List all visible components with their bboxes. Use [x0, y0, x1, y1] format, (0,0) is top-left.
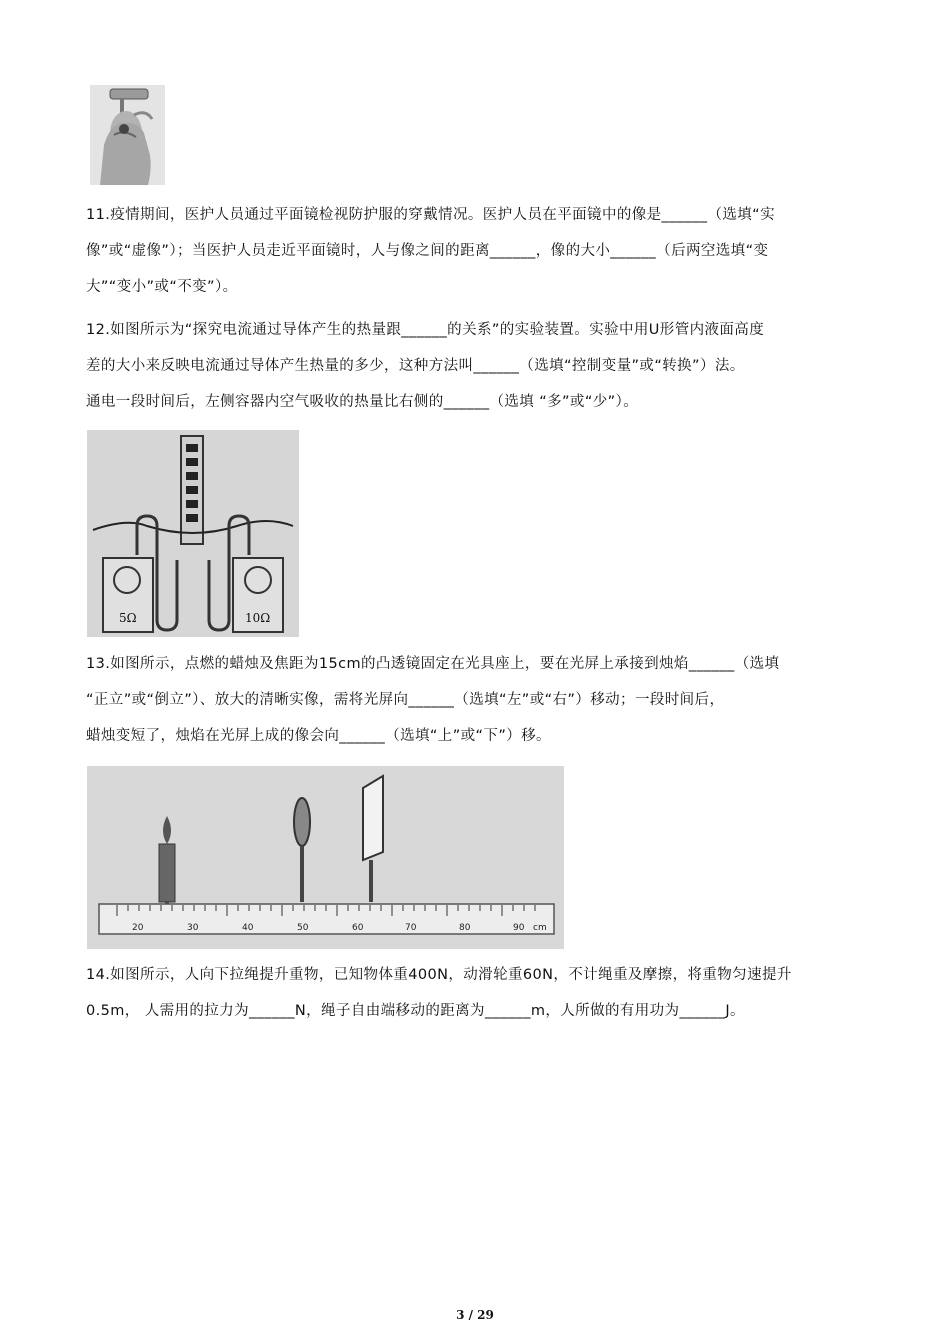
question-11-line-1: 11.疫情期间，医护人员通过平面镜检视防护服的穿戴情况。医护人员在平面镜中的像是______（选填“实: [86, 207, 775, 223]
pulley-hand-figure: [90, 85, 165, 185]
ruler-label-40: 40: [242, 923, 254, 933]
ruler-label-70: 70: [405, 923, 417, 933]
question-11-line-3: 大”“变小”或“不变”）。: [86, 279, 238, 295]
question-11-line-2: 像”或“虚像”）；当医护人员走近平面镜时，人与像之间的距离______，像的大小______（后两空选填“变: [86, 243, 769, 259]
question-14: [86, 957, 871, 1029]
page-number: 3 / 29: [456, 1308, 494, 1322]
question-11: [86, 197, 871, 305]
question-12-line-2: 差的大小来反映电流通过导体产生热量的多少，这种方法叫______（选填“控制变量”或“转换”）法。: [86, 358, 745, 374]
question-14-line-1: 14.如图所示，人向下拉绳提升重物，已知物体重400N，动滑轮重60N，不计绳重及摩擦，将重物匀速提升: [86, 967, 792, 983]
question-13: [86, 646, 871, 754]
question-13-line-2: “正立”或“倒立”）、放大的清晰实像，需将光屏向______（选填“左”或“右”）移动；一段时间后，: [86, 692, 725, 708]
optical-bench-figure: [87, 766, 564, 949]
question-12-line-3: 通电一段时间后，左侧容器内空气吸收的热量比右侧的______（选填 “多”或“少”）。: [86, 394, 639, 410]
ruler-label-cm: cm: [533, 923, 547, 933]
question-12: [86, 312, 871, 420]
question-13-line-1: 13.如图所示，点燃的蜡烛及焦距为15cm的凸透镜固定在光具座上，要在光屏上承接到烛焰______（选填: [86, 656, 780, 672]
ruler-label-60: 60: [352, 923, 364, 933]
resistor-5-label: 5Ω: [119, 611, 137, 625]
question-14-line-2: 0.5m， 人需用的拉力为______N，绳子自由端移动的距离为______m，人所做的有用功为______J。: [86, 1003, 745, 1019]
ruler-label-80: 80: [459, 923, 471, 933]
resistor-10-label: 10Ω: [245, 611, 271, 625]
question-13-line-3: 蜡烛变短了，烛焰在光屏上成的像会向______（选填“上”或“下”）移。: [86, 728, 551, 744]
ruler-label-50: 50: [297, 923, 309, 933]
ruler-label-20: 20: [132, 923, 144, 933]
question-12-line-1: 12.如图所示为“探究电流通过导体产生的热量跟______的关系”的实验装置。实验中用U形管内液面高度: [86, 322, 765, 338]
ruler-label-30: 30: [187, 923, 199, 933]
heat-experiment-figure: [87, 430, 299, 637]
ruler-label-90: 90: [513, 923, 525, 933]
